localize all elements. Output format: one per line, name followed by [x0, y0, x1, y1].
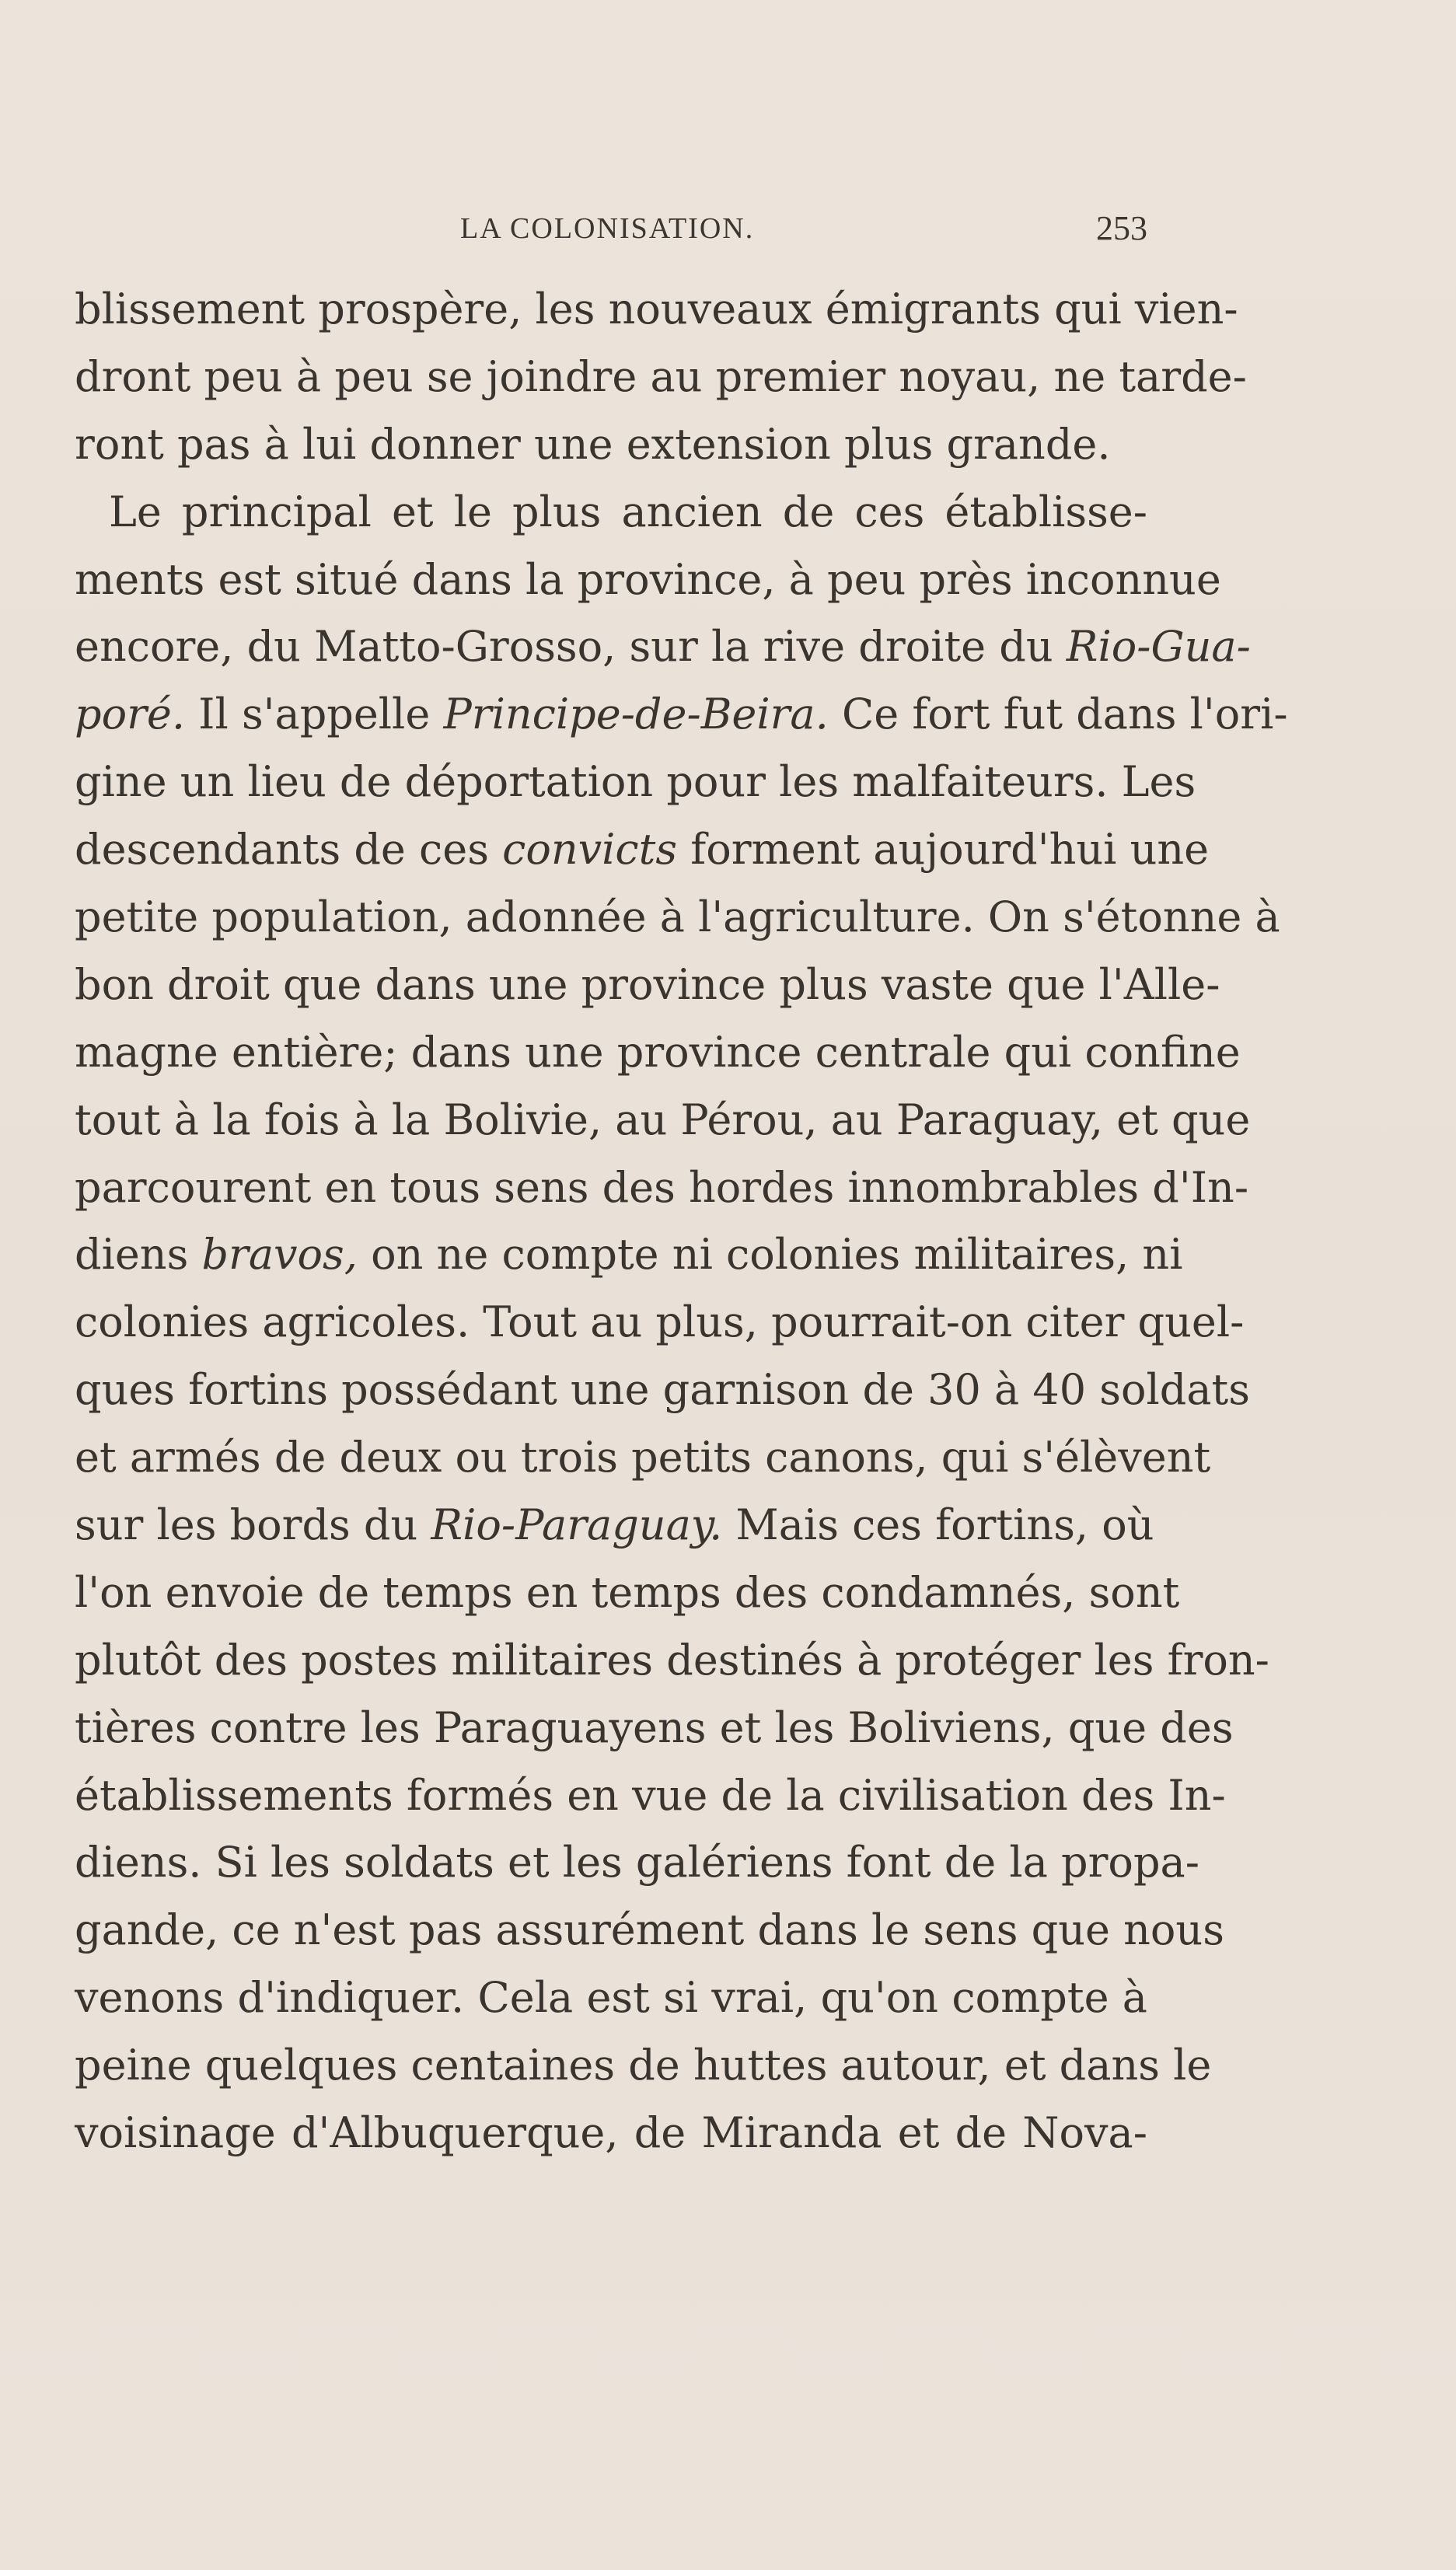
text-run: l'on envoie de temps en temps des condamnés, sont: [75, 1567, 1180, 1617]
italic-term: convicts: [502, 825, 678, 875]
text-line: [75, 546, 1221, 614]
text-run: voisinage d'Albuquerque, de Miranda et de Nova-: [75, 2108, 1147, 2158]
text-line: [75, 952, 1220, 1019]
text-run: magne entière; dans une province centrale qui confine: [75, 1027, 1241, 1077]
text-line: [75, 1695, 1234, 1762]
text-line: [75, 613, 1251, 681]
text-line: [75, 1964, 1147, 2032]
text-run: Ce fort fut dans l'ori-: [828, 690, 1288, 739]
text-run: tout à la fois à la Bolivie, au Pérou, au Paraguay, et que: [75, 1095, 1251, 1144]
text-run: peine quelques centaines de huttes autour, et dans le: [75, 2041, 1212, 2090]
italic-place-name: Principe-de-Beira.: [443, 690, 829, 739]
italic-place-name: Rio-Gua-: [1066, 622, 1251, 672]
text-line: [75, 681, 1288, 749]
running-head: [75, 208, 1147, 263]
text-line: [75, 1357, 1250, 1424]
text-run: Mais ces fortins, où: [722, 1500, 1154, 1550]
text-run: petite population, adonnée à l'agriculture. On s'étonne à: [75, 892, 1280, 942]
text-line: [75, 1559, 1180, 1627]
text-line: [75, 2032, 1212, 2100]
text-run: Le principal et le plus ancien de ces établisse-: [109, 487, 1147, 536]
text-run: tières contre les Paraguayens et les Boliviens, que des: [75, 1702, 1234, 1752]
text-line: [75, 1762, 1226, 1830]
text-line: [75, 884, 1280, 952]
text-line: [75, 1154, 1249, 1222]
text-run: venons d'indiquer. Cela est si vrai, qu'on compte à: [75, 1973, 1147, 2023]
text-line: [75, 1221, 1183, 1289]
text-run: ques fortins possédant une garnison de 30 à 40 soldats: [75, 1365, 1250, 1415]
text-line: [75, 411, 1147, 479]
text-run: ments est situé dans la province, à peu près inconnue: [75, 554, 1221, 604]
text-line: [75, 1897, 1224, 1964]
text-line: [75, 1829, 1199, 1897]
text-run: ront pas à lui donner une extension plus grande.: [75, 419, 1111, 469]
text-run: blissement prospère, les nouveaux émigrants qui vien-: [75, 285, 1238, 333]
text-run: établissements formés en vue de la civilisation des In-: [75, 1770, 1226, 1820]
text-line: [75, 479, 1147, 546]
text-run: descendants de ces: [75, 825, 503, 875]
text-line: [75, 1019, 1241, 1087]
text-run: Il s'appelle: [185, 690, 444, 739]
italic-place-name: poré.: [75, 690, 186, 739]
text-line: [75, 1087, 1251, 1154]
text-line: [75, 1424, 1211, 1492]
page-number: 253: [1096, 209, 1147, 247]
text-run: gine un lieu de déportation pour les malfaiteurs. Les: [75, 757, 1196, 807]
text-run: on ne compte ni colonies militaires, ni: [357, 1230, 1183, 1280]
text-run: colonies agricoles. Tout au plus, pourrait-on citer quel-: [75, 1297, 1245, 1347]
text-run: forment aujourd'hui une: [677, 825, 1210, 875]
text-run: encore, du Matto-Grosso, sur la rive droite du: [75, 622, 1067, 672]
text-run: sur les bords du: [75, 1500, 431, 1550]
text-line: [75, 344, 1247, 411]
body-text: [75, 276, 1288, 2167]
text-line: [75, 1492, 1154, 1559]
text-line: [75, 816, 1210, 884]
text-run: et armés de deux ou trois petits canons, qui s'élèvent: [75, 1433, 1211, 1482]
text-line: [75, 276, 1238, 344]
text-run: parcourent en tous sens des hordes innombrables d'In-: [75, 1162, 1249, 1212]
text-line: [75, 1289, 1245, 1357]
text-run: dront peu à peu se joindre au premier noyau, ne tarde-: [75, 351, 1247, 401]
text-line: [75, 2100, 1147, 2167]
running-title: LA COLONISATION.: [460, 212, 755, 245]
text-line: [75, 1627, 1269, 1695]
italic-place-name: Rio-Paraguay.: [431, 1500, 723, 1550]
text-line: [75, 749, 1196, 816]
text-run: bon droit que dans une province plus vaste que l'Alle-: [75, 959, 1220, 1009]
text-run: gande, ce n'est pas assurément dans le sens que nous: [75, 1905, 1224, 1955]
text-run: diens: [75, 1230, 202, 1280]
italic-term: bravos,: [201, 1230, 358, 1280]
text-run: diens. Si les soldats et les galériens font de la propa-: [75, 1838, 1199, 1887]
text-run: plutôt des postes militaires destinés à protéger les fron-: [75, 1635, 1269, 1685]
